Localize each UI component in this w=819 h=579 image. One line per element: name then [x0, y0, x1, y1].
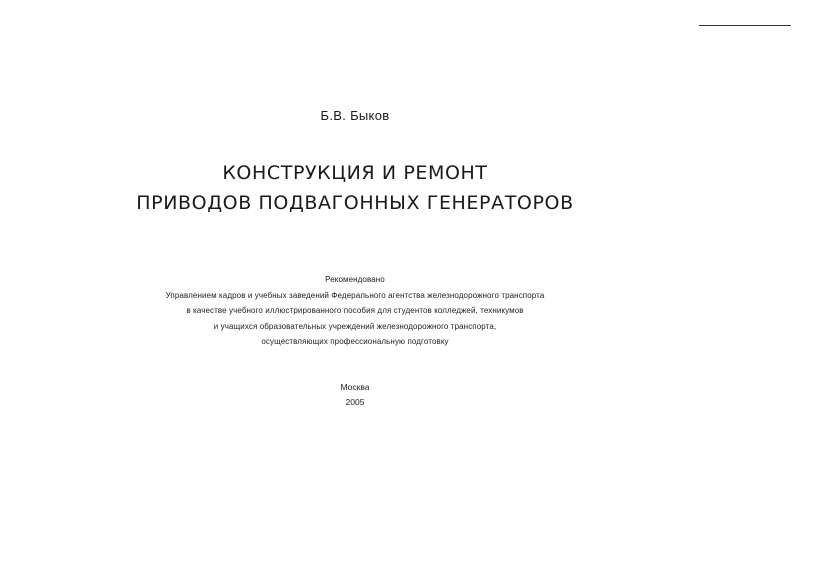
recommendation-line-4: осуществляющих профессиональную подготовку: [261, 337, 449, 346]
top-rule-line: [699, 25, 791, 26]
recommendation-line-2: в качестве учебного иллюстрированного пособия для студентов колледжей, техникумов: [186, 306, 524, 315]
recommendation-block: [0, 272, 710, 350]
book-title-line-1: КОНСТРУКЦИЯ И РЕМОНТ: [222, 162, 488, 184]
recommendation-line-1: Управлением кадров и учебных заведений Федерального агентства железнодорожного транспорта: [165, 290, 545, 300]
book-title-line-2: ПРИВОДОВ ПОДВАГОННЫХ ГЕНЕРАТОРОВ: [136, 192, 574, 214]
recommendation-line-3: и учащихся образовательных учреждений железнодорожного транспорта,: [213, 321, 497, 331]
imprint-block: [0, 380, 710, 410]
author-name: Б.В. Быков: [320, 108, 390, 123]
imprint-city: Москва: [340, 382, 370, 392]
imprint-year: 2005: [345, 397, 365, 407]
recommendation-heading: Рекомендовано: [325, 275, 385, 284]
book-title: [0, 158, 710, 218]
